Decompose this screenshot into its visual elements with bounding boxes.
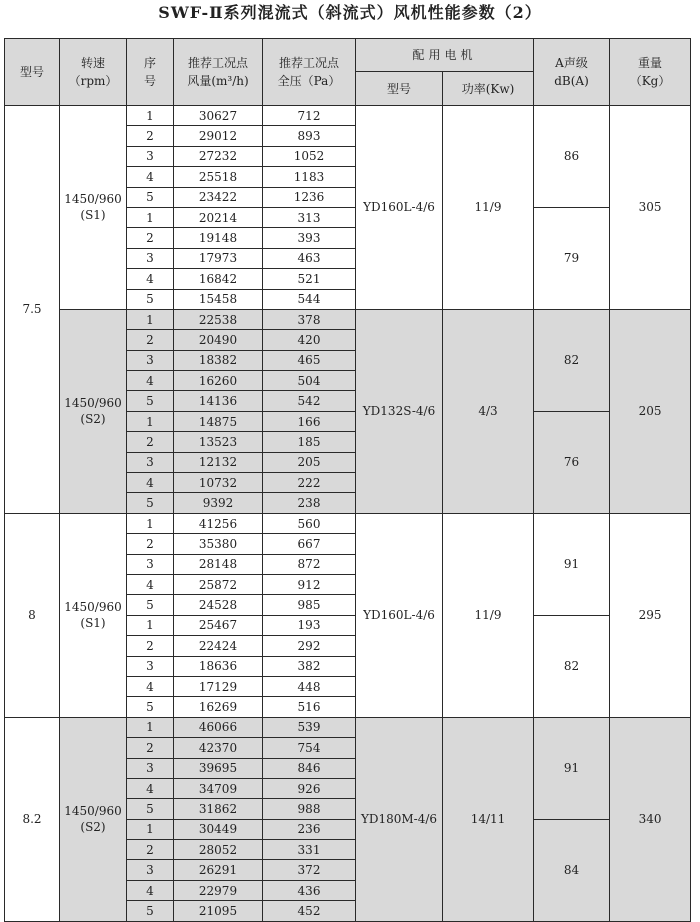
seq-cell: 5: [127, 799, 174, 819]
flow-cell: 9392: [174, 493, 263, 513]
pressure-cell: 539: [263, 717, 356, 737]
header-flow: [174, 39, 263, 106]
seq-cell: 1: [127, 615, 174, 635]
pressure-cell: 372: [263, 860, 356, 880]
flow-cell: 25518: [174, 167, 263, 187]
header-weight-line2: （Kg）: [629, 74, 671, 88]
flow-cell: 29012: [174, 126, 263, 146]
pressure-cell: 393: [263, 228, 356, 248]
pressure-cell: 1183: [263, 167, 356, 187]
flow-cell: 30627: [174, 106, 263, 126]
seq-cell: 5: [127, 289, 174, 309]
flow-cell: 25872: [174, 574, 263, 594]
header-motor-model: 型号: [356, 72, 443, 106]
flow-cell: 17973: [174, 248, 263, 268]
pressure-cell: 893: [263, 126, 356, 146]
seq-cell: 2: [127, 330, 174, 350]
pressure-cell: 205: [263, 452, 356, 472]
flow-cell: 41256: [174, 513, 263, 533]
pressure-cell: 560: [263, 513, 356, 533]
pressure-cell: 912: [263, 574, 356, 594]
weight-cell: 295: [610, 513, 691, 717]
flow-cell: 23422: [174, 187, 263, 207]
performance-table: [4, 38, 691, 922]
speed-cell-line1: 1450/960: [64, 804, 122, 819]
seq-cell: 4: [127, 473, 174, 493]
flow-cell: 22424: [174, 636, 263, 656]
speed-cell-line1: 1450/960: [64, 396, 122, 411]
noise-cell: 82: [534, 309, 610, 411]
pressure-cell: 926: [263, 778, 356, 798]
pressure-cell: 452: [263, 901, 356, 921]
seq-cell: 4: [127, 676, 174, 696]
seq-cell: 3: [127, 452, 174, 472]
seq-cell: 2: [127, 840, 174, 860]
header-speed-line2: （rpm）: [68, 74, 118, 88]
pressure-cell: 185: [263, 432, 356, 452]
seq-cell: 3: [127, 350, 174, 370]
seq-cell: 5: [127, 595, 174, 615]
flow-cell: 28148: [174, 554, 263, 574]
seq-cell: 3: [127, 656, 174, 676]
speed-cell-line2: (S2): [80, 412, 106, 427]
seq-cell: 2: [127, 126, 174, 146]
flow-cell: 19148: [174, 228, 263, 248]
seq-cell: 4: [127, 371, 174, 391]
noise-cell: 86: [534, 106, 610, 208]
pressure-cell: 382: [263, 656, 356, 676]
flow-cell: 26291: [174, 860, 263, 880]
flow-cell: 46066: [174, 717, 263, 737]
header-noise: [534, 39, 610, 106]
model-cell: 8.2: [5, 717, 60, 921]
model-cell: 7.5: [5, 106, 60, 514]
flow-cell: 20490: [174, 330, 263, 350]
pressure-cell: 846: [263, 758, 356, 778]
seq-cell: 4: [127, 778, 174, 798]
seq-cell: 2: [127, 738, 174, 758]
pressure-cell: 463: [263, 248, 356, 268]
motor-power-cell: 11/9: [443, 106, 534, 310]
speed-cell-line1: 1450/960: [64, 192, 122, 207]
weight-cell: 205: [610, 309, 691, 513]
seq-cell: 3: [127, 146, 174, 166]
seq-cell: 5: [127, 187, 174, 207]
header-noise-line2: dB(A): [554, 74, 589, 88]
pressure-cell: 712: [263, 106, 356, 126]
noise-cell: 76: [534, 411, 610, 513]
pressure-cell: 448: [263, 676, 356, 696]
pressure-cell: 667: [263, 534, 356, 554]
pressure-cell: 465: [263, 350, 356, 370]
header-motor-power: 功率(Kw): [443, 72, 534, 106]
seq-cell: 2: [127, 228, 174, 248]
pressure-cell: 313: [263, 207, 356, 227]
speed-cell-line2: (S2): [80, 820, 106, 835]
noise-cell: 84: [534, 819, 610, 921]
seq-cell: 5: [127, 391, 174, 411]
pressure-cell: 193: [263, 615, 356, 635]
motor-power-cell: 14/11: [443, 717, 534, 921]
table-header: [5, 39, 691, 106]
pressure-cell: 542: [263, 391, 356, 411]
table-row: [5, 106, 691, 126]
flow-cell: 13523: [174, 432, 263, 452]
weight-cell: 340: [610, 717, 691, 921]
seq-cell: 1: [127, 717, 174, 737]
pressure-cell: 1052: [263, 146, 356, 166]
pressure-cell: 1236: [263, 187, 356, 207]
header-speed: [60, 39, 127, 106]
pressure-cell: 236: [263, 819, 356, 839]
pressure-cell: 516: [263, 697, 356, 717]
speed-cell: [60, 106, 127, 310]
flow-cell: 10732: [174, 473, 263, 493]
flow-cell: 12132: [174, 452, 263, 472]
seq-cell: 2: [127, 636, 174, 656]
motor-model-cell: YD132S-4/6: [356, 309, 443, 513]
seq-cell: 5: [127, 493, 174, 513]
noise-cell: 91: [534, 717, 610, 819]
flow-cell: 17129: [174, 676, 263, 696]
weight-cell: 305: [610, 106, 691, 310]
flow-cell: 30449: [174, 819, 263, 839]
motor-model-cell: YD160L-4/6: [356, 106, 443, 310]
flow-cell: 21095: [174, 901, 263, 921]
flow-cell: 15458: [174, 289, 263, 309]
noise-cell: 91: [534, 513, 610, 615]
seq-cell: 1: [127, 513, 174, 533]
speed-cell: [60, 513, 127, 717]
flow-cell: 20214: [174, 207, 263, 227]
header-pressure: [263, 39, 356, 106]
pressure-cell: 238: [263, 493, 356, 513]
flow-cell: 34709: [174, 778, 263, 798]
speed-cell-line2: (S1): [80, 208, 106, 223]
pressure-cell: 222: [263, 473, 356, 493]
pressure-cell: 754: [263, 738, 356, 758]
flow-cell: 39695: [174, 758, 263, 778]
seq-cell: 2: [127, 432, 174, 452]
noise-cell: 82: [534, 615, 610, 717]
header-seq-line2: 号: [143, 74, 156, 88]
header-weight-line1: 重量: [638, 56, 663, 70]
flow-cell: 27232: [174, 146, 263, 166]
seq-cell: 2: [127, 534, 174, 554]
flow-cell: 18636: [174, 656, 263, 676]
seq-cell: 1: [127, 106, 174, 126]
pressure-cell: 331: [263, 840, 356, 860]
flow-cell: 14875: [174, 411, 263, 431]
flow-cell: 42370: [174, 738, 263, 758]
seq-cell: 3: [127, 554, 174, 574]
flow-cell: 35380: [174, 534, 263, 554]
seq-cell: 4: [127, 574, 174, 594]
seq-cell: 1: [127, 207, 174, 227]
pressure-cell: 292: [263, 636, 356, 656]
noise-cell: 79: [534, 207, 610, 309]
table-body: [5, 106, 691, 922]
motor-power-cell: 4/3: [443, 309, 534, 513]
speed-cell: [60, 717, 127, 921]
flow-cell: 24528: [174, 595, 263, 615]
flow-cell: 22979: [174, 880, 263, 900]
flow-cell: 28052: [174, 840, 263, 860]
header-pressure-line1: 推荐工况点: [278, 56, 339, 70]
header-seq: [127, 39, 174, 106]
flow-cell: 16842: [174, 269, 263, 289]
pressure-cell: 504: [263, 371, 356, 391]
seq-cell: 4: [127, 269, 174, 289]
motor-model-cell: YD160L-4/6: [356, 513, 443, 717]
table-row: [5, 717, 691, 737]
seq-cell: 5: [127, 901, 174, 921]
header-pressure-line2: 全压（Pa）: [277, 74, 341, 88]
flow-cell: 31862: [174, 799, 263, 819]
header-noise-line1: A声级: [555, 56, 588, 70]
motor-model-cell: YD180M-4/6: [356, 717, 443, 921]
page-title: SWF-Ⅱ系列混流式（斜流式）风机性能参数（2）: [158, 3, 542, 22]
table-row: [5, 513, 691, 533]
table-row: [5, 309, 691, 329]
header-flow-line1: 推荐工况点: [187, 56, 248, 70]
pressure-cell: 420: [263, 330, 356, 350]
seq-cell: 3: [127, 248, 174, 268]
flow-cell: 16269: [174, 697, 263, 717]
flow-cell: 16260: [174, 371, 263, 391]
flow-cell: 22538: [174, 309, 263, 329]
seq-cell: 3: [127, 758, 174, 778]
seq-cell: 1: [127, 819, 174, 839]
pressure-cell: 544: [263, 289, 356, 309]
pressure-cell: 436: [263, 880, 356, 900]
model-cell: 8: [5, 513, 60, 717]
speed-cell: [60, 309, 127, 513]
header-model: 型号: [5, 39, 60, 106]
header-seq-line1: 序: [143, 56, 156, 70]
seq-cell: 5: [127, 697, 174, 717]
header-speed-line1: 转速: [80, 56, 105, 70]
flow-cell: 14136: [174, 391, 263, 411]
pressure-cell: 378: [263, 309, 356, 329]
seq-cell: 1: [127, 309, 174, 329]
seq-cell: 4: [127, 880, 174, 900]
seq-cell: 1: [127, 411, 174, 431]
pressure-cell: 521: [263, 269, 356, 289]
header-motor-group: 配用电机: [356, 39, 534, 72]
header-weight: [610, 39, 691, 106]
speed-cell-line1: 1450/960: [64, 600, 122, 615]
motor-power-cell: 11/9: [443, 513, 534, 717]
seq-cell: 4: [127, 167, 174, 187]
pressure-cell: 166: [263, 411, 356, 431]
flow-cell: 25467: [174, 615, 263, 635]
pressure-cell: 988: [263, 799, 356, 819]
speed-cell-line2: (S1): [80, 616, 106, 631]
header-flow-line2: 风量(m³/h): [187, 74, 249, 88]
seq-cell: 3: [127, 860, 174, 880]
pressure-cell: 872: [263, 554, 356, 574]
pressure-cell: 985: [263, 595, 356, 615]
flow-cell: 18382: [174, 350, 263, 370]
